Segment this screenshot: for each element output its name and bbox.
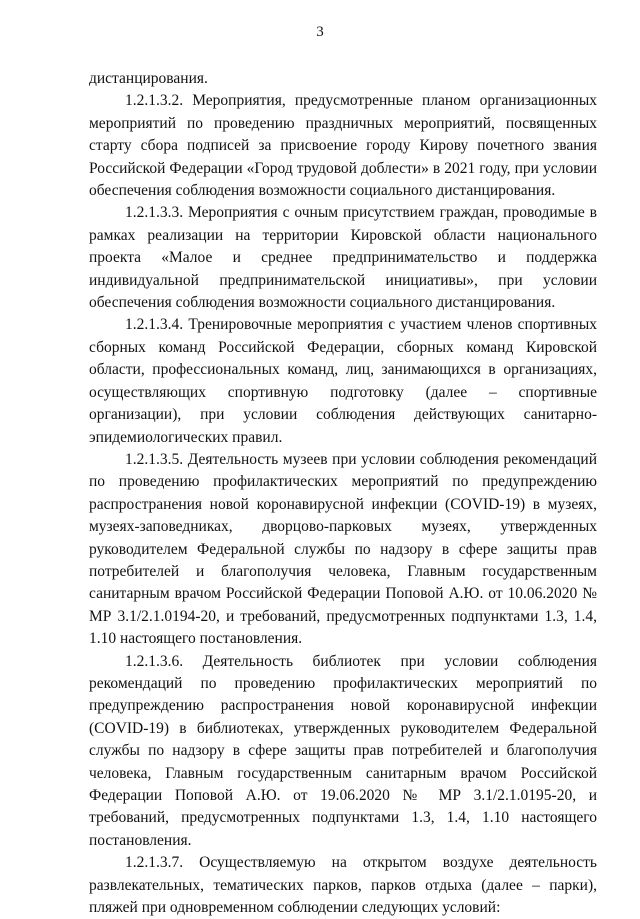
- paragraph-1-2-1-3-5: 1.2.1.3.5. Деятельность музеев при условии соблюдения рекомендаций по проведению профилактических мероприятий по предупреждению распространения новой коронавирусной инфекции (COVID-19) в музеях, музеях-заповедниках, дворцово-парковых музеях, утвержденных руководителем Федеральной службы по надзору в сфере защиты прав потребителей и благополучия человека, Главным государственным санитарным врачом Российской Федерации Поповой А.Ю. от 10.06.2020 № МР 3.1/2.1.0194-20, и требований, предусмотренных подпунктами 1.3, 1.4, 1.10 настоящего постановления.: [89, 450, 597, 648]
- paragraph-1-2-1-3-6: 1.2.1.3.6. Деятельность библиотек при условии соблюдения рекомендаций по проведению профилактических мероприятий по предупреждению распространения новой коронавирусной инфекции (COVID-19) в библиотеках, утвержденных руководителем Федеральной службы по надзору в сфере защиты прав потребителей и благополучия человека, Главным государственным санитарным врачом Российской Федерации Поповой А.Ю. от 19.06.2020 № МР 3.1/2.1.0195-20, и требований, предусмотренных подпунктами 1.3, 1.4, 1.10 настоящего постановления.: [89, 652, 597, 849]
- paragraph-1-2-1-3-3: 1.2.1.3.3. Мероприятия с очным присутствием граждан, проводимые в рамках реализации на территории Кировской области национального проекта «Малое и среднее предпринимательство и поддержка индивидуальной предпринимательской инициативы», при условии обеспечения соблюдения возможности социального дистанцирования.: [89, 204, 597, 312]
- paragraph-1-2-1-3-7: 1.2.1.3.7. Осуществляемую на открытом воздухе деятельность развлекательных, тематических парков, парков отдыха (далее – парки), пляжей при одновременном соблюдении следующих условий:: [89, 854, 597, 917]
- paragraph-1-2-1-3-2: 1.2.1.3.2. Мероприятия, предусмотренные планом организационных мероприятий по проведению праздничных мероприятий, посвященных старту сбора подписей за присвоение городу Кирову почетного звания Российской Федерации «Город трудовой доблести» в 2021 году, при условии обеспечения соблюдения возможности социального дистанцирования.: [89, 92, 597, 200]
- page-number: 3: [316, 24, 324, 40]
- paragraph-1-2-1-3-4: 1.2.1.3.4. Тренировочные мероприятия с участием членов спортивных сборных команд Российской Федерации, сборных команд Кировской области, профессиональных команд, лиц, занимающихся в организациях, осуществляющих спортивную подготовку (далее – спортивные организации), при условии соблюдения действующих санитарно-эпидемиологических правил.: [89, 316, 597, 446]
- paragraph-continuation: дистанцирования.: [89, 70, 208, 87]
- document-body: [89, 68, 597, 919]
